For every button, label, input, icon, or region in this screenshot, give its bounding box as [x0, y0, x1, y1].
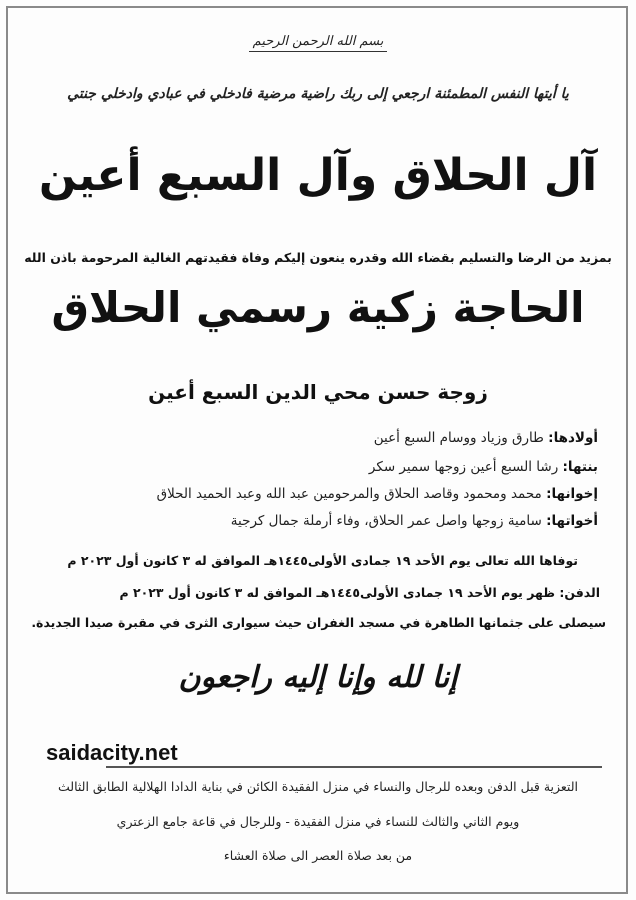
announcement-intro: بمزيد من الرضا والتسليم بقضاء الله وقدره ينعون إليكم وفاة فقيدتهم الغالية المرحومة باذن الله: [24, 250, 612, 265]
burial-date: الدفن: ظهر يوم الأحد ١٩ جمادى الأولى١٤٤٥هـ الموافق له ٣ كانون أول ٢٠٢٣ م: [119, 585, 600, 600]
relatives-value: طارق وزياد ووسام السبع أعين: [373, 430, 544, 446]
condolence-line: من بعد صلاة العصر الى صلاة العشاء: [223, 848, 413, 863]
quran-verse: يا أيتها النفس المطمئنة ارجعي إلى ربك راضية مرضية فادخلي في عبادي وادخلي جنتي: [67, 86, 569, 102]
relatives-value: رشا السبع أعين زوجها سمير سكر: [368, 459, 559, 475]
relatives-brothers: [157, 486, 598, 502]
family-title: آل الحلاق وآل السبع أعين: [38, 150, 598, 201]
relatives-daughter: [369, 459, 598, 475]
relatives-sisters: [231, 513, 598, 529]
relatives-label: أولادها:: [548, 430, 598, 446]
relatives-label: أخواتها:: [546, 513, 598, 529]
closing-verse-calligraphy: إنا لله وإنا إليه راجعون: [178, 660, 458, 695]
relatives-label: بنتها:: [562, 459, 598, 475]
relatives-value: سامية زوجها واصل عمر الحلاق، وفاء أرملة جمال كرجية: [230, 513, 542, 529]
relatives-label: إخوانها:: [546, 486, 598, 502]
spouse-line: زوجة حسن محي الدين السبع أعين: [148, 380, 488, 404]
basmala-calligraphy: [0, 34, 636, 52]
deceased-name: الحاجة زكية رسمي الحلاق: [51, 283, 585, 332]
death-date: توفاها الله تعالى يوم الأحد ١٩ جمادى الأولى١٤٤٥هـ الموافق له ٣ كانون أول ٢٠٢٣ م: [67, 553, 578, 568]
funeral-prayer: سيصلى على جثمانها الطاهرة في مسجد الغفران حيث سيوارى الثرى في مقبرة صيدا الجديدة.: [31, 615, 606, 630]
basmala-text: بسم الله الرحمن الرحيم: [249, 34, 388, 52]
condolence-line: ويوم الثاني والثالث للنساء في منزل الفقيدة - وللرجال في قاعة جامع الزعتري: [116, 814, 520, 829]
relatives-sons: [374, 430, 598, 446]
site-watermark: saidacity.net: [46, 740, 178, 765]
divider: [106, 766, 602, 768]
condolence-line: التعزية قبل الدفن وبعده للرجال والنساء في منزل الفقيدة الكائن في بناية الدادا الهلالية الطابق الثالث: [58, 779, 578, 794]
relatives-value: محمد ومحمود وقاصد الحلاق والمرحومين عبد الله وعبد الحميد الحلاق: [156, 486, 542, 502]
